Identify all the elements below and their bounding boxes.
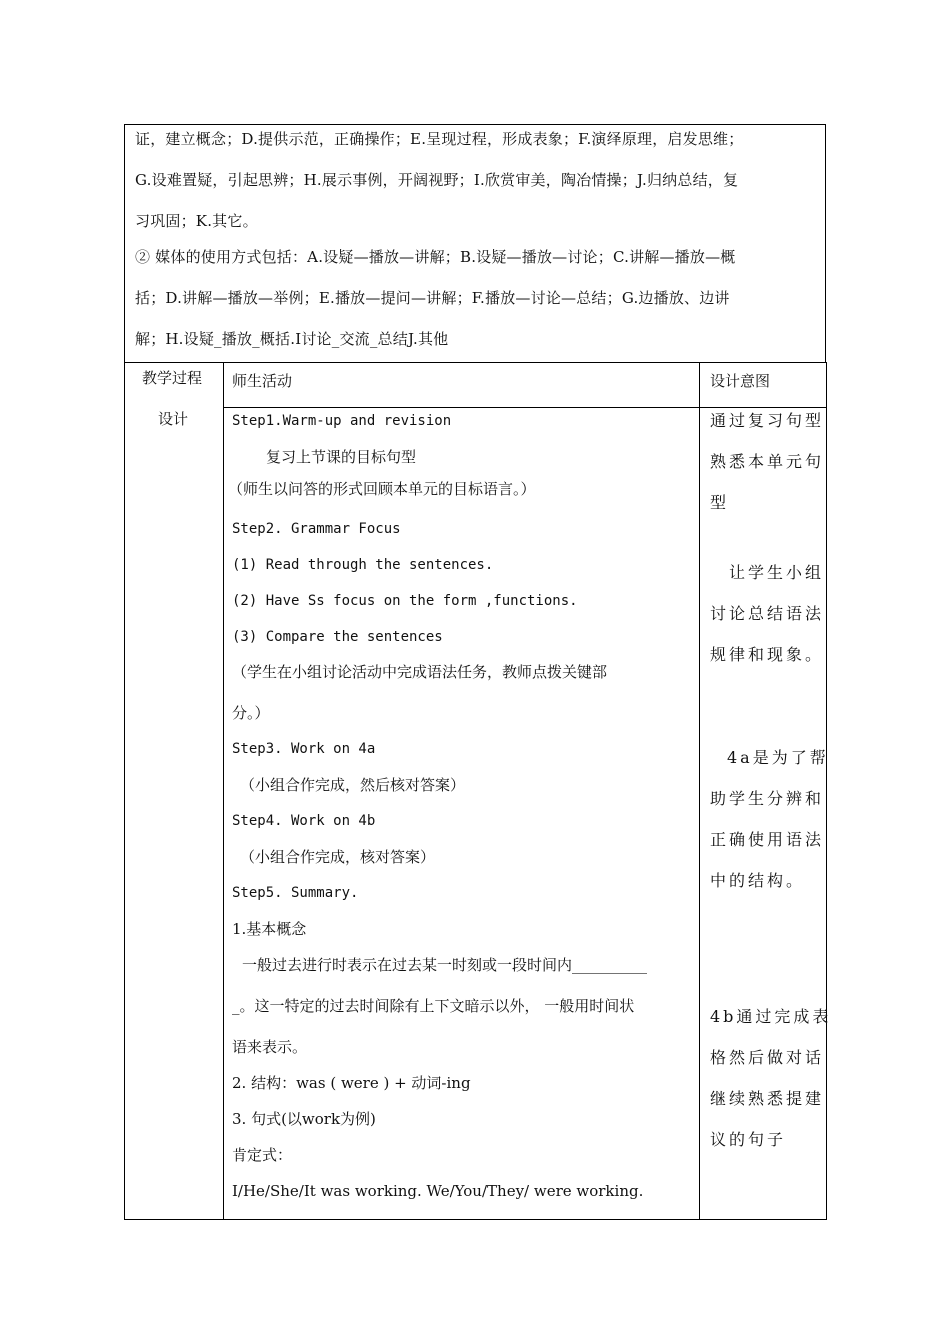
activity-line: 一般过去进行时表示在过去某一时刻或一段时间内__________ <box>242 956 648 974</box>
column-divider <box>223 363 224 1219</box>
activity-line: (1) Read through the sentences. <box>232 557 494 573</box>
intent-line: 助学生分辨和 <box>710 789 825 808</box>
intro-line: ② 媒体的使用方式包括：A.设疑—播放—讲解；B.设疑—播放—讨论；C.讲解—播放—概 <box>135 248 736 266</box>
activity-step3: Step3. Work on 4a <box>232 741 376 757</box>
intro-line: 解；H.设疑_播放_概括.I讨论_交流_总结J.其他 <box>135 330 449 348</box>
activity-line: 3. 句式(以work为例) <box>232 1110 376 1128</box>
header-design-intent: 设计意图 <box>710 372 771 390</box>
intent-line: 4a是为了帮 <box>727 748 829 767</box>
activity-line: （师生以问答的形式回顾本单元的目标语言。） <box>228 480 536 498</box>
activity-line: 1.基本概念 <box>232 920 307 938</box>
activity-step2: Step2. Grammar Focus <box>232 521 401 537</box>
intent-line: 熟悉本单元句 <box>710 452 825 471</box>
activity-line: 语来表示。 <box>232 1038 308 1056</box>
activity-step5: Step5. Summary. <box>232 885 359 901</box>
media-usage-note-box <box>124 124 826 362</box>
intent-line: 继续熟悉提建 <box>710 1089 825 1108</box>
intent-line: 规律和现象。 <box>710 645 825 664</box>
activity-line: （学生在小组讨论活动中完成语法任务，教师点拨关键部 <box>232 663 608 681</box>
intent-line: 4b通过完成表 <box>710 1007 832 1026</box>
left-label-process: 教学过程 <box>142 369 203 387</box>
intent-line: 中的结构。 <box>710 871 806 890</box>
intent-line: 让学生小组 <box>729 563 825 582</box>
activity-line: 肯定式： <box>232 1146 293 1164</box>
intro-line: 括；D.讲解—播放—举例；E.播放—提问—讲解；F.播放—讨论—总结；G.边播放、边讲 <box>135 289 730 307</box>
teaching-process-table <box>124 362 832 1220</box>
intent-line: 议的句子 <box>710 1130 787 1149</box>
intent-line: 型 <box>710 493 730 512</box>
activity-line: 2. 结构：was ( were ) + 动词-ing <box>232 1074 471 1092</box>
intent-line: 正确使用语法 <box>710 830 825 849</box>
activity-line: 复习上节课的目标句型 <box>266 448 417 466</box>
intro-line: 证，建立概念；D.提供示范，正确操作；E.呈现过程，形成表象；F.演绎原理，启发思维； <box>135 130 744 148</box>
header-teacher-student-activity: 师生活动 <box>232 372 293 390</box>
intent-line: 格然后做对话 <box>710 1048 825 1067</box>
activity-line: I/He/She/It was working. We/You/They/ were working. <box>232 1182 644 1200</box>
activity-line: （小组合作完成，然后核对答案） <box>240 776 466 794</box>
activity-step1: Step1.Warm-up and revision <box>232 413 452 429</box>
intent-line: 讨论总结语法 <box>710 604 825 623</box>
activity-line: (3) Compare the sentences <box>232 629 443 645</box>
intro-line: 习巩固；K.其它。 <box>135 212 258 230</box>
activity-line: 分。） <box>232 704 270 722</box>
intro-line: G.设难置疑，引起思辨；H.展示事例，开阔视野；I.欣赏审美，陶冶情操；J.归纳总结，复 <box>135 171 739 189</box>
intent-line: 通过复习句型 <box>710 411 825 430</box>
activity-line: _。这一特定的过去时间除有上下文暗示以外， 一般用时间状 <box>232 997 635 1015</box>
column-divider <box>699 363 700 1219</box>
activity-line: (2) Have Ss focus on the form ,functions. <box>232 593 578 609</box>
activity-step4: Step4. Work on 4b <box>232 813 376 829</box>
left-label-design: 设计 <box>158 410 189 428</box>
header-divider <box>223 407 826 408</box>
activity-line: （小组合作完成，核对答案） <box>240 848 436 866</box>
